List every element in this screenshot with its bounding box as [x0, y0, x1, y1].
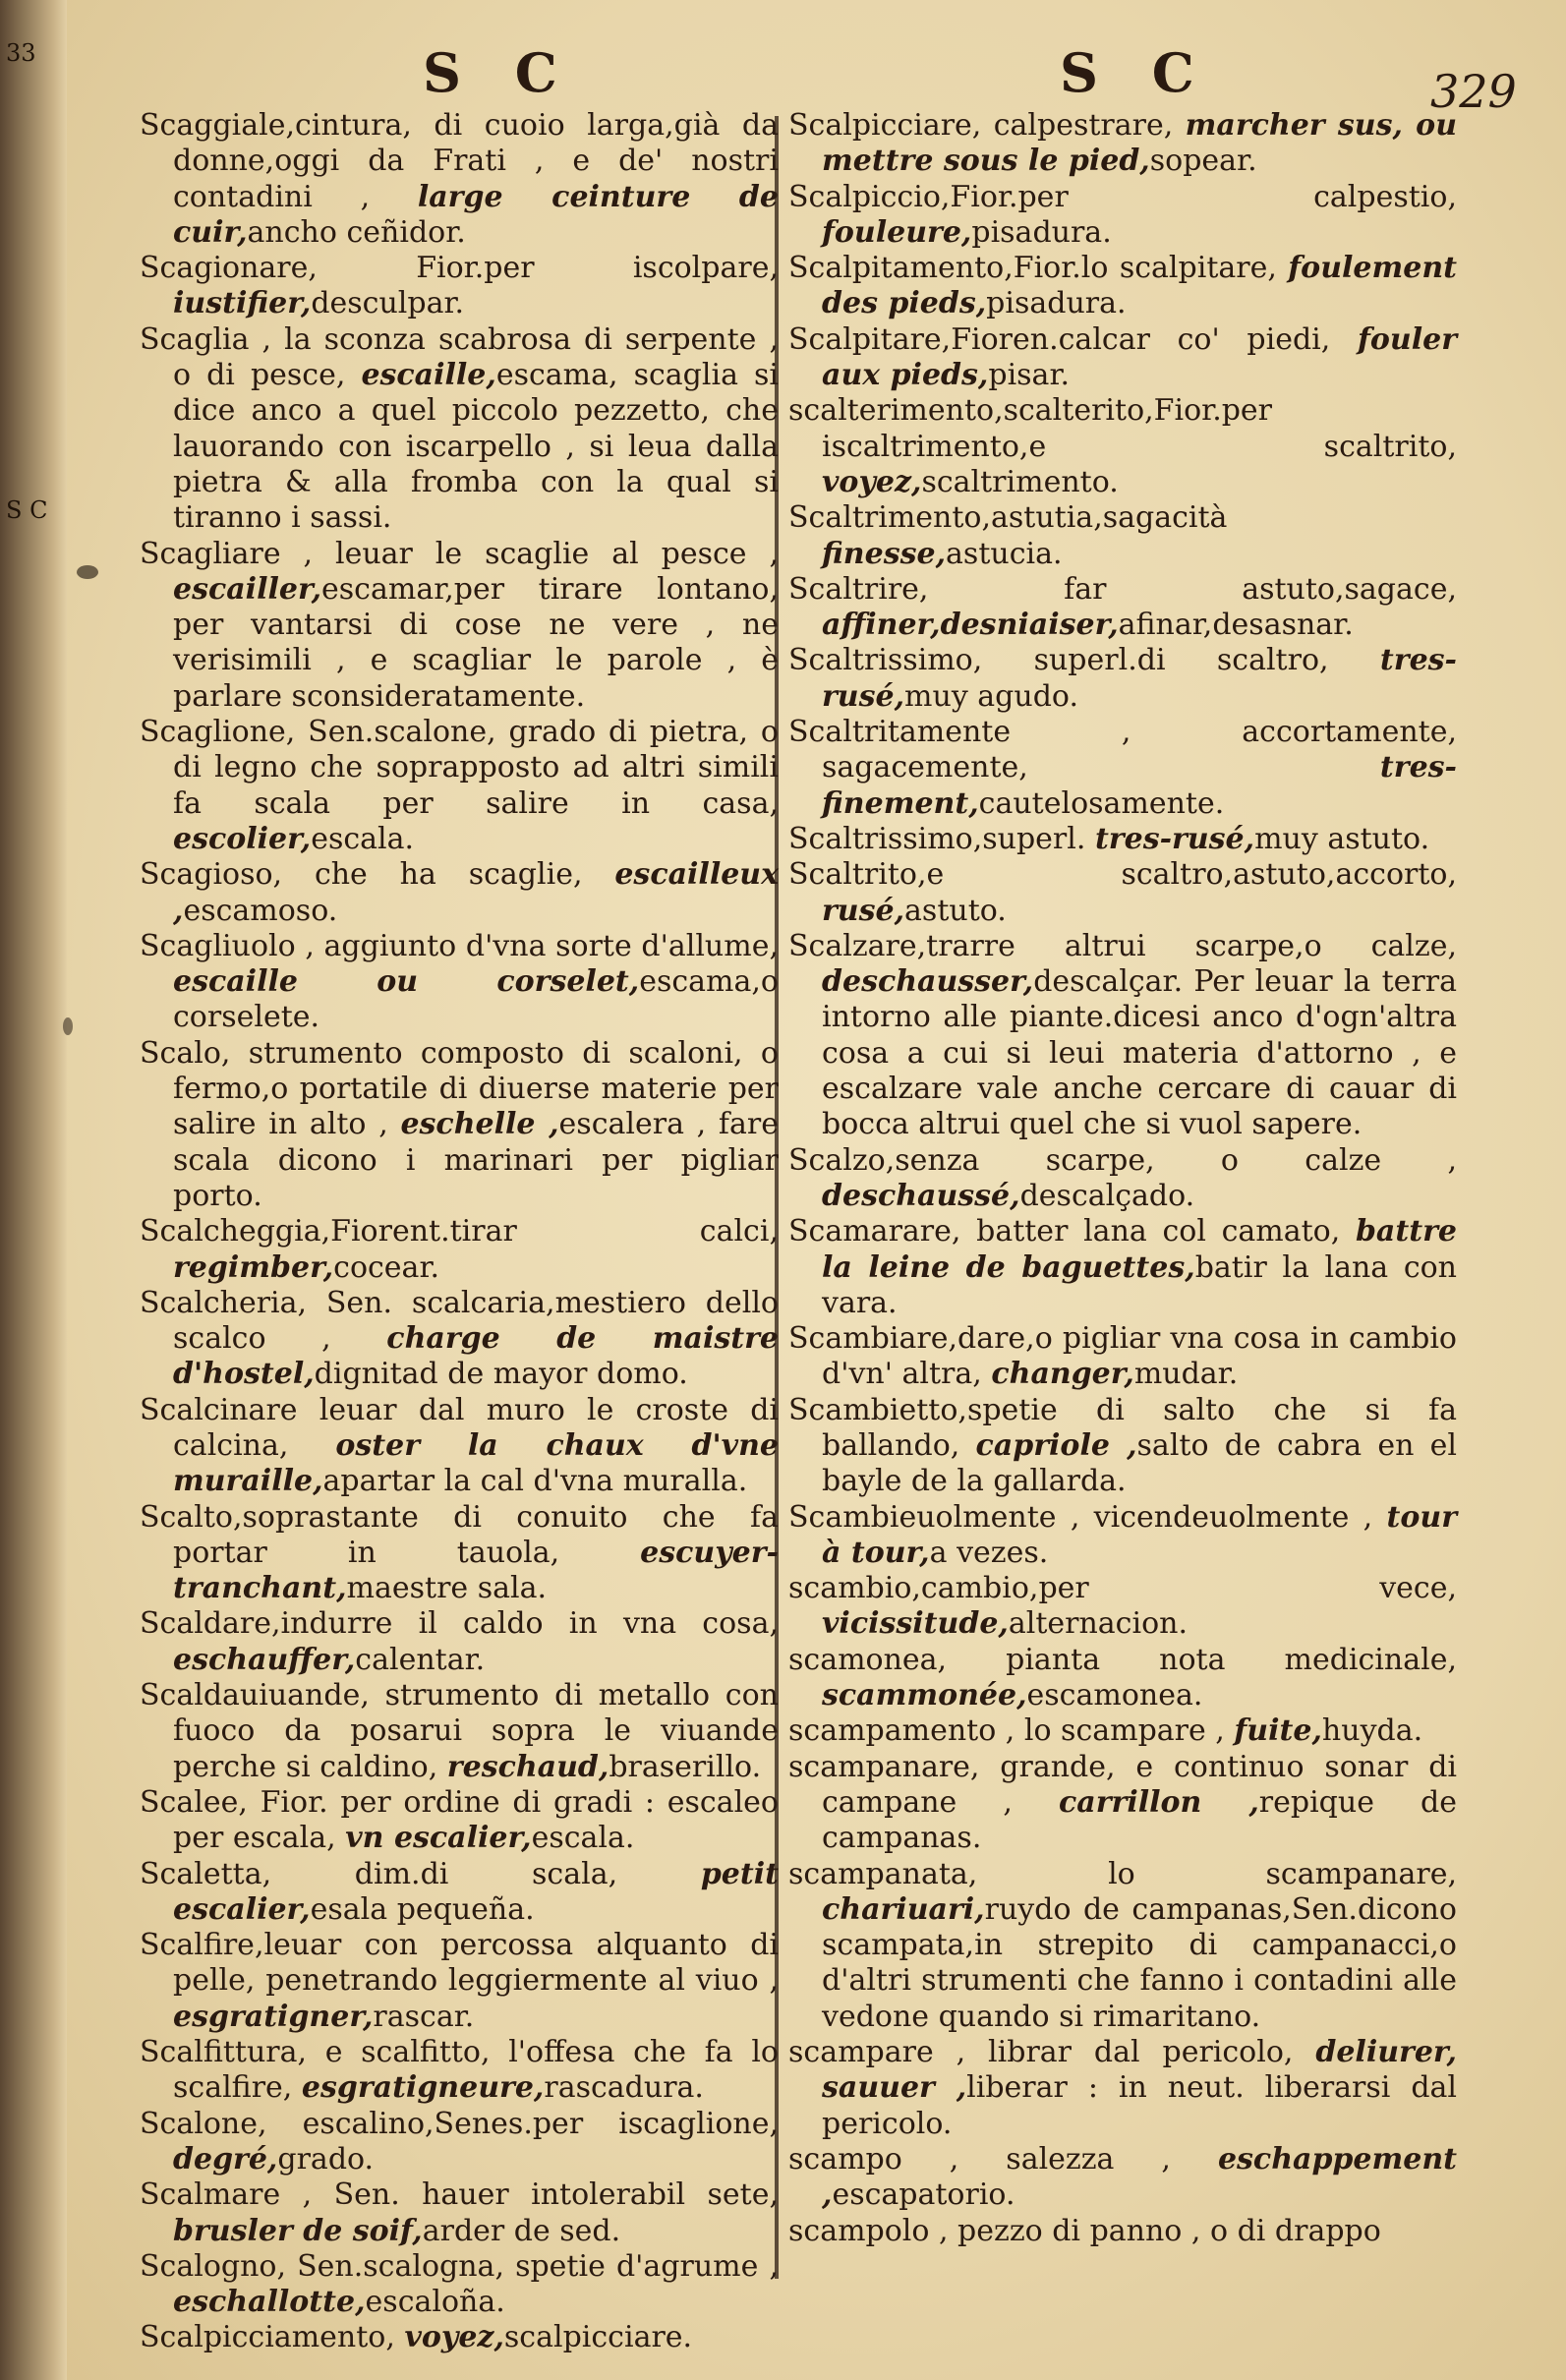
entry-italian: Scamarare, batter lana col camato, [788, 1214, 1341, 1249]
entry-italian: Scambieuolmente , vicendeuolmente , [788, 1499, 1373, 1535]
entry-italian: Scalcheggia,Fiorent.tirar calci, [140, 1214, 779, 1249]
entry-italian: Scaltrissimo, superl.di scaltro, [788, 643, 1329, 678]
entry-italian: scampare , librar dal pericolo, [788, 2035, 1294, 2070]
entry-spanish: salto de cabra en el bayle de la gallarda. [822, 1427, 1458, 1499]
dictionary-entry [788, 572, 1457, 644]
dictionary-entry [140, 1606, 779, 1678]
entry-french: deliurer, sauuer , [822, 2035, 1457, 2106]
entry-french: charge de maistre d'hostel, [173, 1321, 779, 1392]
left-column [140, 108, 779, 2356]
ink-blot [77, 565, 98, 579]
entry-italian: Scalpicciare, calpestrare, [788, 108, 1174, 143]
dictionary-entry [788, 643, 1457, 715]
entry-italian: Scaglione, Sen.scalone, grado di pietra, o di legno che soprapposto ad altri simili fa scala per salire in casa, [140, 715, 779, 821]
entry-french: tour à tour, [822, 1499, 1457, 1570]
entry-spanish: muy agudo. [904, 678, 1078, 714]
entry-italian: Scalogno, Sen.scalogna, spetie d'agrume , [140, 2248, 779, 2284]
entry-french: eschallotte, [173, 2285, 366, 2320]
dictionary-entry [140, 2320, 779, 2355]
entry-italian: Scagliuolo , aggiunto d'vna sorte d'allume, [140, 928, 779, 963]
entry-french: escailleux , [173, 857, 779, 928]
right-column [788, 108, 1457, 2249]
dictionary-entry [788, 822, 1457, 857]
entry-spanish: repique de campanas. [822, 1784, 1457, 1856]
dictionary-entry [140, 2177, 779, 2249]
dictionary-entry [788, 857, 1457, 929]
entry-italian: Scambiare,dare,o pigliar vna cosa in cambio d'vn' altra, [788, 1321, 1457, 1392]
dictionary-entry [788, 1321, 1457, 1393]
entry-french: eschauffer, [173, 1642, 356, 1677]
entry-italian: Scagioso, che ha scaglie, [140, 857, 583, 893]
entry-spanish: descalçar. Per leuar la terra intorno alle piante.dicesi anco d'ogn'altra cosa a cui si leui materia d'attorno , e escalzare vale anche cercare di cauar di bocca altrui quel che si vuol sapere. [822, 964, 1457, 1142]
entry-french: escaille ou corselet, [173, 964, 640, 1000]
entry-spanish: apartar la cal d'vna muralla. [322, 1464, 748, 1499]
entry-italian: scampolo , pezzo di panno , o di drappo [788, 2213, 1381, 2248]
dictionary-entry [140, 322, 779, 537]
dictionary-entry [788, 322, 1457, 394]
entry-italian: Scaldauiuande, strumento di metallo con fuoco da posarui sopra le viuande perche si caldino, [140, 1678, 779, 1784]
entry-spanish: escaloña. [365, 2285, 505, 2320]
dictionary-entry [140, 1036, 779, 1214]
entry-french: reschaud, [446, 1749, 609, 1784]
dictionary-entry [140, 537, 779, 715]
dictionary-entry [140, 108, 779, 251]
dictionary-entry [140, 715, 779, 857]
dictionary-entry [140, 929, 779, 1036]
entry-french: deschaussé, [822, 1178, 1020, 1213]
running-header-left: S C [423, 41, 575, 104]
entry-french: escaille, [361, 358, 496, 393]
entry-italian: scampo , salezza , [788, 2141, 1171, 2177]
entry-italian: Scambietto,spetie di salto che si fa ballando, [788, 1392, 1457, 1463]
gutter-previous-page [0, 0, 67, 2380]
dictionary-entry [788, 2142, 1457, 2214]
dictionary-entry [788, 2214, 1457, 2249]
entry-italian: Scalee, Fior. per ordine di gradi : escaleo per escala, [140, 1784, 779, 1856]
entry-italian: Scalmare , Sen. hauer intolerabil sete, [140, 2177, 779, 2213]
dictionary-entry [788, 1750, 1457, 1857]
entry-french: fouler aux pieds, [822, 321, 1457, 393]
entry-italian: Scalpiccio,Fior.per calpestio, [788, 179, 1457, 214]
dictionary-entry [788, 1500, 1457, 1572]
entry-spanish: ruydo de campanas,Sen.dicono scampata,in strepito di campanacci,o d'altri strumenti che fanno i contadini alle vedone quando si rimaritano. [822, 1891, 1457, 2034]
entry-french: deschausser, [822, 964, 1034, 1000]
entry-spanish: muy astuto. [1254, 821, 1430, 856]
entry-spanish: mudar. [1133, 1357, 1239, 1392]
dictionary-entry [788, 393, 1457, 500]
entry-french: vicissitude, [822, 1606, 1009, 1642]
entry-spanish: escalera , fare scala dicono i marinari per pigliar porto. [173, 1107, 779, 1213]
dictionary-entry [788, 1143, 1457, 1215]
entry-italian: Scaltrimento,astutia,sagacità [788, 500, 1228, 536]
entry-french: large ceinture de cuir, [173, 179, 779, 250]
entry-italian: Scalzare,trarre altrui scarpe,o calze, [788, 928, 1457, 963]
entry-italian: Scalzo,senza scarpe, o calze , [788, 1142, 1457, 1178]
entry-spanish: pisadura. [986, 286, 1127, 321]
dictionary-entry [788, 1393, 1457, 1500]
entry-italian: Scaltrire, far astuto,sagace, [788, 571, 1457, 607]
dictionary-entry [140, 251, 779, 322]
entry-spanish: escala. [531, 1821, 635, 1856]
entry-spanish: rascar. [373, 1999, 475, 2034]
entry-spanish: escama,o corselete. [173, 964, 779, 1035]
entry-french: vn escalier, [345, 1821, 532, 1856]
entry-italian: scalterimento,scalterito,Fior.per iscaltrimento,e scaltrito, [788, 393, 1457, 464]
dictionary-entry [788, 1643, 1457, 1714]
entry-french: fuite, [1234, 1713, 1322, 1749]
entry-italian: Scaldare,indurre il caldo in vna cosa, [140, 1606, 779, 1642]
dictionary-entry [788, 1713, 1457, 1749]
entry-spanish: maestre sala. [346, 1571, 548, 1606]
entry-spanish: grado. [277, 2141, 375, 2177]
entry-italian: Scalfittura, e scalfitto, l'offesa che fa lo scalfire, [140, 2035, 779, 2106]
dictionary-entry [140, 2249, 779, 2321]
entry-italian: Scalfire,leuar con percossa alquanto di pelle, penetrando leggiermente al viuo , [140, 1928, 779, 1999]
entry-spanish: afinar,desasnar. [1118, 608, 1354, 643]
entry-french: voyez, [404, 2320, 504, 2355]
entry-spanish: ancho ceñidor. [247, 214, 466, 250]
entry-italian: scampanata, lo scampanare, [788, 1856, 1457, 1891]
dictionary-entry [788, 108, 1457, 180]
entry-spanish: scalpicciare. [503, 2320, 693, 2355]
dictionary-entry [140, 1785, 779, 1857]
entry-spanish: desculpar. [311, 286, 465, 321]
entry-italian: Scagionare, Fior.per iscolpare, [140, 251, 779, 286]
ink-blot [63, 1017, 73, 1035]
entry-spanish: rascadura. [544, 2070, 704, 2106]
entry-italian: Scalpitare,Fioren.calcar co' piedi, [788, 321, 1331, 357]
dictionary-entry [140, 1857, 779, 1929]
dictionary-entry [788, 715, 1457, 822]
entry-italian: scampamento , lo scampare , [788, 1713, 1225, 1749]
entry-spanish: escama, scaglia si dice anco a quel piccolo pezzetto, che lauorando con iscarpello , si leua dalla pietra & alla fromba con la qual si tiranno i sassi. [173, 358, 779, 536]
dictionary-entry [788, 2035, 1457, 2142]
entry-spanish: liberar : in neut. liberarsi dal pericolo. [822, 2070, 1458, 2141]
entry-italian: Scaltrito,e scaltro,astuto,accorto, [788, 857, 1457, 893]
dictionary-entry [788, 500, 1457, 572]
entry-spanish: sopear. [1149, 144, 1257, 179]
entry-italian: Scalpicciamento, [140, 2320, 395, 2355]
dictionary-entry [788, 1571, 1457, 1643]
entry-french: fouleure, [822, 214, 972, 250]
entry-spanish: escamoso. [183, 893, 338, 928]
entry-spanish: batir la lana con vara. [822, 1249, 1458, 1320]
dictionary-entry [140, 1678, 779, 1785]
entry-french: tres-rusé, [822, 643, 1457, 714]
dictionary-entry [788, 1857, 1457, 2035]
entry-french: eschappement , [822, 2141, 1457, 2213]
dictionary-entry [788, 1214, 1457, 1321]
page-number: 329 [1430, 65, 1517, 118]
dictionary-entry [140, 2035, 779, 2107]
entry-french: iustifier, [173, 286, 312, 321]
entry-italian: scambio,cambio,per vece, [788, 1571, 1457, 1606]
entry-french: changer, [991, 1357, 1134, 1392]
entry-french: chariuari, [822, 1891, 985, 1927]
entry-french: oster la chaux d'vne muraille, [173, 1427, 779, 1499]
entry-spanish: esala pequeña. [310, 1891, 535, 1927]
entry-french: foulement des pieds, [822, 251, 1457, 321]
entry-italian: Scaggiale,cintura, di cuoio larga,già da donne,oggi da Frati , e de' nostri contadini , [140, 108, 779, 214]
dictionary-entry [788, 180, 1457, 252]
entry-french: battre la leine de baguettes, [822, 1214, 1457, 1285]
dictionary-entry [140, 1928, 779, 2035]
entry-italian: Scagliare , leuar le scaglie al pesce , [140, 536, 779, 571]
dictionary-entry [140, 1500, 779, 1607]
entry-spanish: astuto. [904, 893, 1007, 928]
entry-spanish: escala. [311, 821, 415, 856]
entry-spanish: escamonea. [1026, 1678, 1203, 1713]
entry-spanish: cautelosamente. [978, 785, 1225, 821]
entry-spanish: descalçado. [1019, 1178, 1195, 1213]
entry-italian: Scalto,soprastante di conuito che fa portar in tauola, [140, 1499, 779, 1570]
entry-spanish: huyda. [1321, 1713, 1423, 1749]
dictionary-entry [140, 857, 779, 929]
entry-french: eschelle , [400, 1107, 559, 1142]
gutter-fragment: 33 [6, 39, 36, 67]
running-header-right: S C [1060, 41, 1212, 104]
entry-spanish: pisar. [988, 358, 1071, 393]
entry-french: capriole , [975, 1427, 1137, 1463]
entry-italian: Scaltrissimo,superl. [788, 821, 1086, 856]
dictionary-entry [140, 1286, 779, 1393]
dictionary-entry [788, 929, 1457, 1143]
entry-french: affiner,desniaiser, [822, 608, 1119, 643]
entry-french: escuyer- tranchant, [173, 1535, 779, 1606]
entry-italian: Scalpitamento,Fior.lo scalpitare, [788, 251, 1277, 286]
entry-spanish: braserillo. [609, 1749, 762, 1784]
entry-italian: Scaltritamente , accortamente, sagacemente, [788, 715, 1457, 785]
entry-italian: Scaglia , la sconza scabrosa di serpente , o di pesce, [140, 321, 779, 393]
entry-spanish: scaltrimento. [921, 464, 1119, 499]
entry-italian: Scalo, strumento composto di scaloni, o fermo,o portatile di diuerse materie per salire in alto , [140, 1035, 779, 1142]
dictionary-entry [788, 251, 1457, 322]
dictionary-entry [140, 1393, 779, 1500]
entry-french: rusé, [822, 893, 905, 928]
entry-french: voyez, [822, 464, 922, 499]
entry-french: scammonée, [822, 1678, 1027, 1713]
entry-italian: Scalcinare leuar dal muro le croste di calcina, [140, 1392, 779, 1463]
entry-french: degré, [173, 2141, 278, 2177]
entry-spanish: dignitad de mayor domo. [314, 1357, 688, 1392]
entry-spanish: cocear. [333, 1249, 440, 1285]
entry-italian: Scaletta, dim.di scala, [140, 1856, 618, 1891]
entry-spanish: escapatorio. [832, 2177, 1015, 2213]
entry-italian: Scalone, escalino,Senes.per iscaglione, [140, 2106, 779, 2141]
entry-french: esgratigner, [173, 1999, 374, 2034]
entry-french: escailler, [173, 571, 322, 607]
entry-french: escolier, [173, 821, 312, 856]
entry-spanish: pisadura. [971, 214, 1112, 250]
entry-french: marcher sus, ou mettre sous le pied, [822, 108, 1457, 179]
entry-spanish: alternacion. [1008, 1606, 1188, 1642]
entry-spanish: escamar,per tirare lontano, per vantarsi di cose ne vere , ne verisimili , e scagliar le parole , è parlare sconsideratamente. [173, 571, 779, 714]
entry-french: finesse, [822, 536, 947, 571]
entry-italian: scampanare, grande, e continuo sonar di campane , [788, 1749, 1457, 1820]
entry-french: tres-finement, [822, 750, 1457, 821]
entry-spanish: astucia. [946, 536, 1063, 571]
dictionary-entry [140, 1214, 779, 1286]
entry-french: petit escalier, [173, 1856, 779, 1927]
entry-spanish: arder de sed. [422, 2213, 621, 2248]
entry-french: carrillon , [1059, 1784, 1259, 1820]
entry-italian: scamonea, pianta nota medicinale, [788, 1642, 1457, 1677]
gutter-fragment: S C [6, 496, 48, 524]
entry-spanish: a vezes. [929, 1535, 1049, 1570]
entry-french: regimber, [173, 1249, 334, 1285]
dictionary-entry [140, 2107, 779, 2178]
entry-italian: Scalcheria, Sen. scalcaria,mestiero dello scalco , [140, 1285, 779, 1357]
entry-french: tres-rusé, [1094, 821, 1255, 856]
entry-french: esgratigneure, [301, 2070, 545, 2106]
entry-french: brusler de soif, [173, 2213, 423, 2248]
entry-spanish: calentar. [355, 1642, 486, 1677]
